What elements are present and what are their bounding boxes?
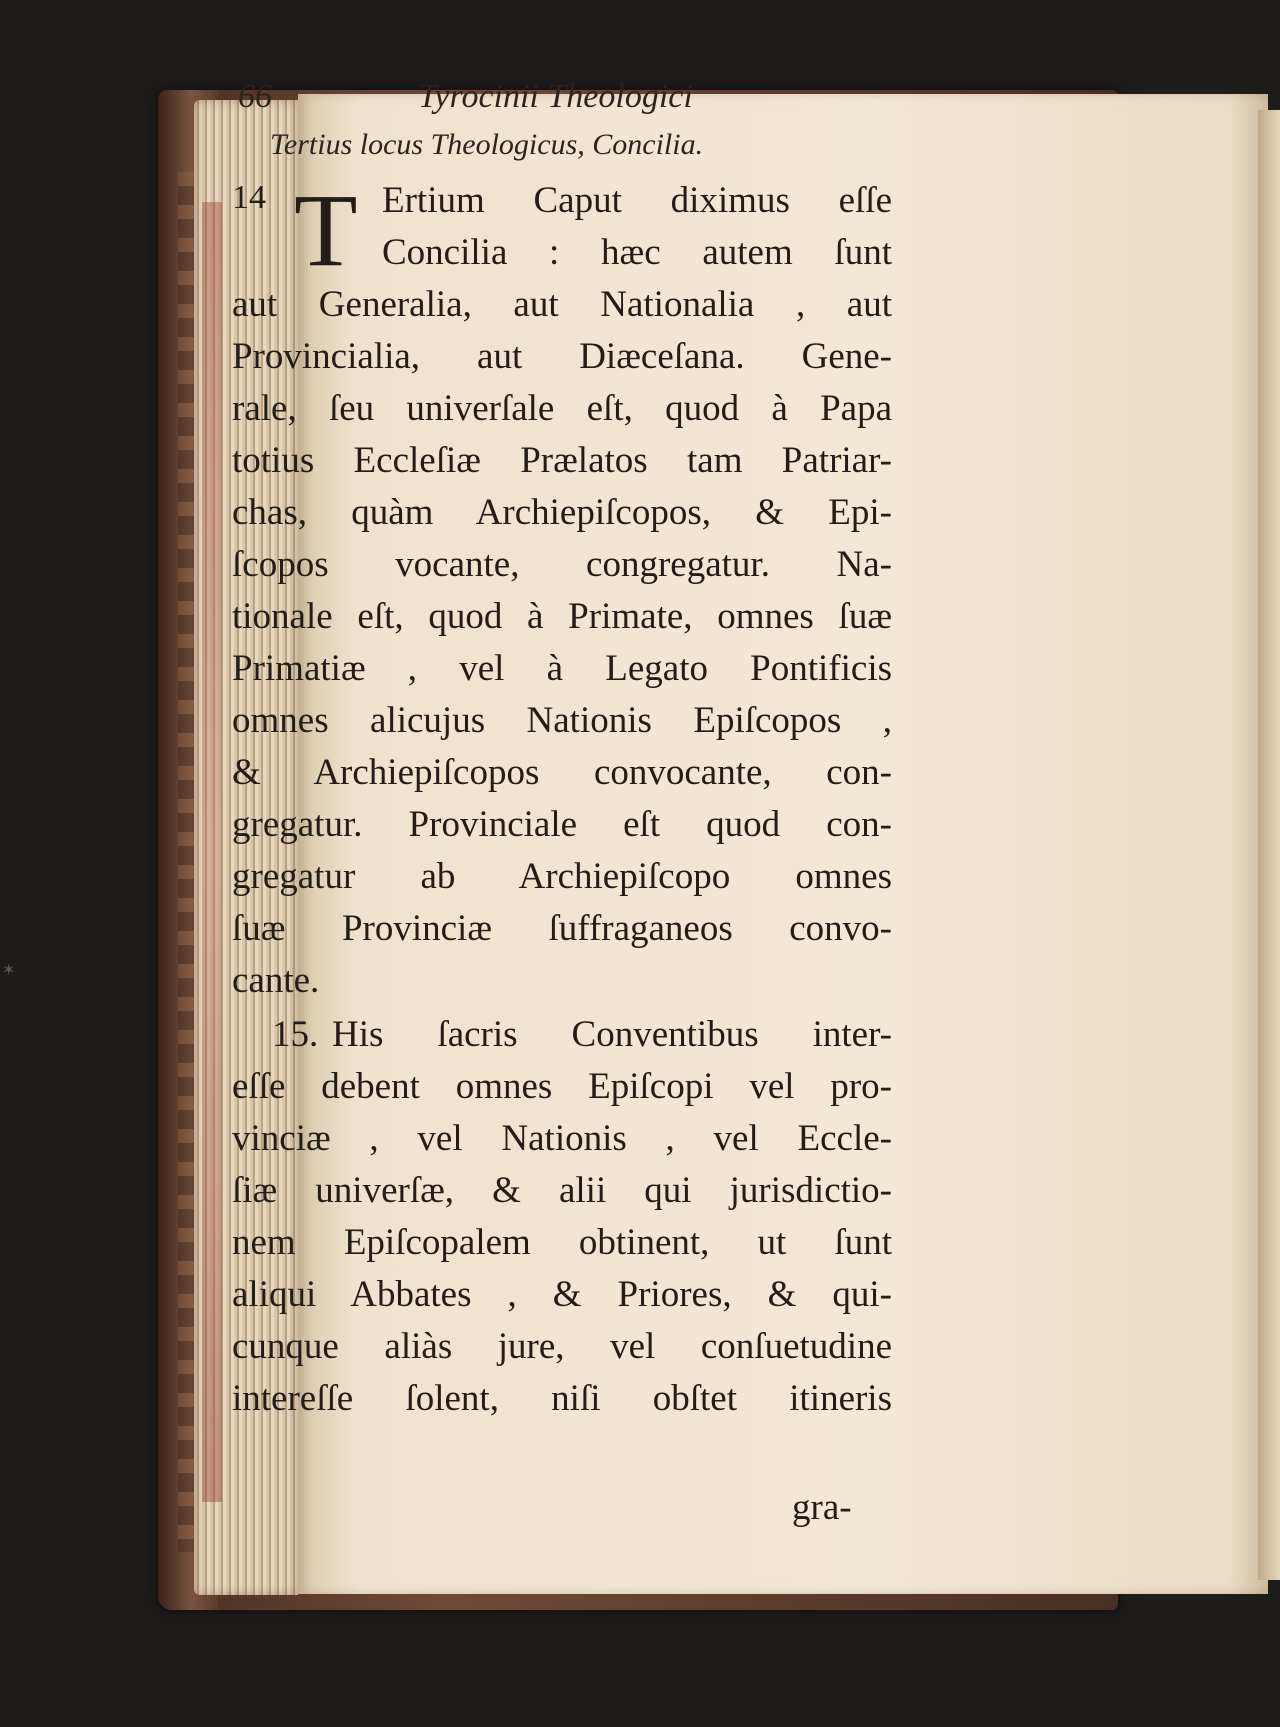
text-line: aut Generalia, aut Nationalia , aut bbox=[232, 284, 892, 325]
text-line: His ſacris Conventibus inter- bbox=[332, 1014, 892, 1055]
text-line: ſcopos vocante, congregatur. Na- bbox=[232, 544, 892, 585]
text-line: ſuæ Provinciæ ſuffraganeos convo- bbox=[232, 908, 892, 949]
text-line: cunque aliàs jure, vel conſuetudine bbox=[232, 1326, 892, 1367]
text-line: rale, ſeu univerſale eſt, quod à Papa bbox=[232, 388, 892, 429]
text-line: eſſe debent omnes Epiſcopi vel pro- bbox=[232, 1066, 892, 1107]
text-line: nem Epiſcopalem obtinent, ut ſunt bbox=[232, 1222, 892, 1263]
facing-page-edge bbox=[1258, 110, 1280, 1580]
text-line: chas, quàm Archiepiſcopos, & Epi- bbox=[232, 492, 892, 533]
backdrop-mark: ✶ bbox=[2, 962, 16, 979]
text-line: Primatiæ , vel à Legato Pontificis bbox=[232, 648, 892, 689]
text-line: & Archiepiſcopos convocante, con- bbox=[232, 752, 892, 793]
text-line: Concilia : hæc autem ſunt bbox=[382, 232, 892, 273]
edge-stain bbox=[202, 202, 222, 1502]
text-line: vinciæ , vel Nationis , vel Eccle- bbox=[232, 1118, 892, 1159]
running-title: Tyrocinii Theologici bbox=[418, 78, 693, 115]
text-line: Ertium Caput diximus eſſe bbox=[382, 180, 892, 221]
text-line: totius Eccleſiæ Prælatos tam Patriar- bbox=[232, 440, 892, 481]
page-number: 66 bbox=[238, 78, 272, 115]
catchword: gra- bbox=[792, 1487, 852, 1528]
text-line: Provincialia, aut Diæceſana. Gene- bbox=[232, 336, 892, 377]
text-line: gregatur. Provinciale eſt quod con- bbox=[232, 804, 892, 845]
paragraph-number-14: 14 bbox=[232, 179, 266, 216]
text-line: omnes alicujus Nationis Epiſcopos , bbox=[232, 700, 892, 741]
text-line: tionale eſt, quod à Primate, omnes ſuæ bbox=[232, 596, 892, 637]
section-heading: Tertius locus Theologicus, Concilia. bbox=[270, 128, 704, 161]
drop-cap: T bbox=[294, 173, 358, 288]
text-line: cante. bbox=[232, 960, 320, 1001]
text-line: intereſſe ſolent, niſi obſtet itineris bbox=[232, 1378, 892, 1419]
text-line: aliqui Abbates , & Priores, & qui- bbox=[232, 1274, 892, 1315]
text-line: gregatur ab Archiepiſcopo omnes bbox=[232, 856, 892, 897]
text-line: ſiæ univerſæ, & alii qui jurisdictio- bbox=[232, 1170, 892, 1211]
paragraph-number-15: 15. bbox=[272, 1014, 319, 1055]
